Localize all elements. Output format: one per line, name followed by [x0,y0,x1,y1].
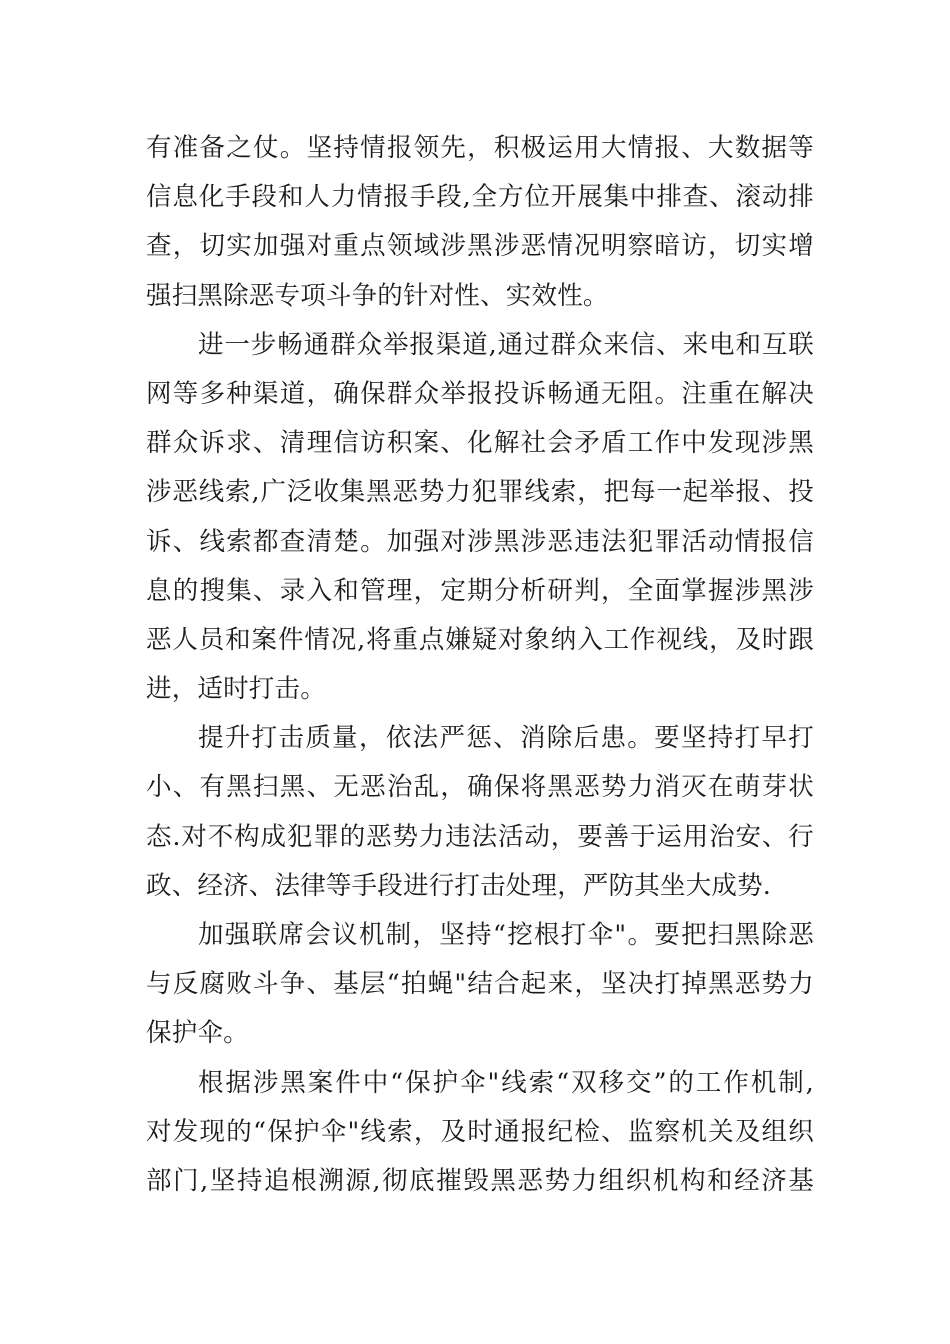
paragraph-first-line: 根据涉黑案件中“保护伞"线索“双移交”的工作机制, [198,1067,814,1098]
text-line: 进，适时打击。 [146,674,326,705]
text-line: 态.对不构成犯罪的恶势力违法活动，要善于运用治安、行 [146,821,814,852]
text-line: 群众诉求、清理信访积案、化解社会矛盾工作中发现涉黑 [146,428,814,459]
text-line: 对发现的“保护伞"线索，及时通报纪检、监察机关及组织 [146,1116,814,1147]
text-line: 小、有黑扫黑、无恶治乱，确保将黑恶势力消灭在萌芽状 [146,772,814,803]
text-line: 恶人员和案件情况,将重点嫌疑对象纳入工作视线，及时跟 [146,624,814,655]
text-line: 信息化手段和人力情报手段,全方位开展集中排查、滚动排 [146,182,814,213]
text-line: 政、经济、法律等手段进行打击处理，严防其坐大成势. [146,870,772,901]
text-line: 有准备之仗。坚持情报领先，积极运用大情报、大数据等 [146,133,814,163]
text-line: 息的搜集、录入和管理，定期分析研判，全面掌握涉黑涉 [146,575,814,606]
text-line: 涉恶线索,广泛收集黑恶势力犯罪线索，把每一起举报、投 [146,477,814,508]
text-line: 保护伞。 [146,1018,249,1049]
text-line: 网等多种渠道，确保群众举报投诉畅通无阻。注重在解决 [146,378,814,409]
text-line: 诉、线索都查清楚。加强对涉黑涉恶违法犯罪活动情报信 [146,526,814,557]
text-line: 与反腐败斗争、基层“拍蝇"结合起来，坚决打掉黑恶势力 [146,969,814,1000]
paragraph-first-line: 加强联席会议机制，坚持“挖根打伞"。要把扫黑除恶 [198,920,814,950]
text-line: 查，切实加强对重点领域涉黑涉恶情况明察暗访，切实增 [146,231,814,262]
paragraph-first-line: 进一步畅通群众举报渠道,通过群众来信、来电和互联 [198,329,814,360]
text-line: 部门,坚持追根溯源,彻底摧毁黑恶势力组织机构和经济基 [146,1165,814,1196]
document-body [146,124,814,1206]
paragraph-first-line: 提升打击质量，依法严惩、消除后患。要坚持打早打 [198,723,814,754]
text-line: 强扫黑除恶专项斗争的针对性、实效性。 [146,280,609,311]
